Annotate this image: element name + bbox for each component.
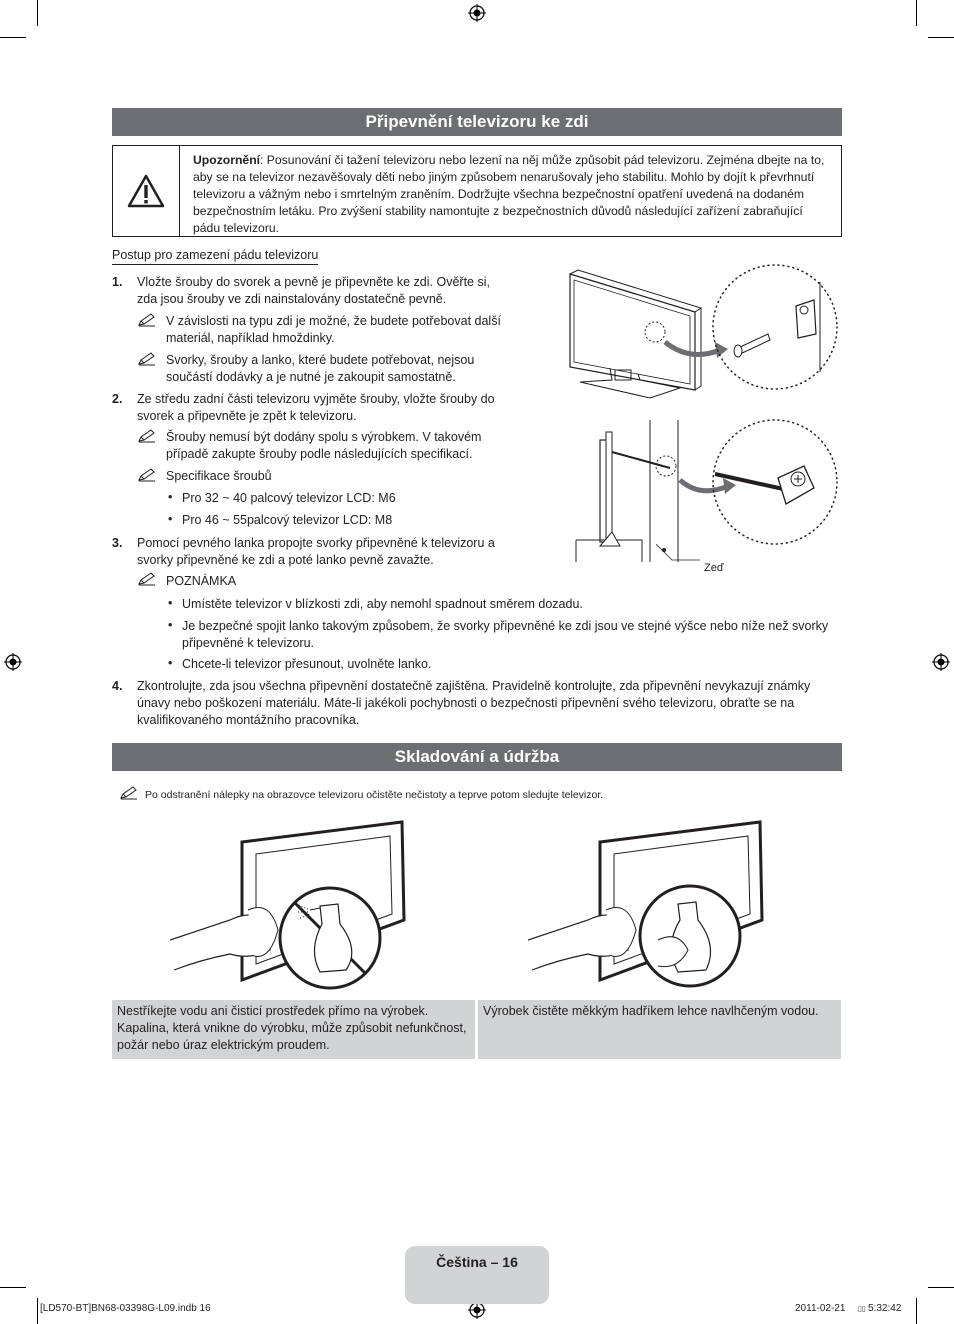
crop-mark — [37, 1298, 38, 1324]
warning-triangle-icon — [127, 174, 165, 208]
note-pencil-icon — [138, 352, 156, 366]
bullet-text: Pro 46 ~ 55palcový televizor LCD: M8 — [182, 513, 393, 527]
registration-mark-icon — [468, 4, 486, 22]
bullet-text: Je bezpečné spojit lanko takovým způsobem, že svorky připevněné ke zdi jsou ve stejné výšce nebo níže než svorky připevněné k televizoru. — [182, 619, 829, 650]
note-pencil-icon — [120, 786, 138, 800]
crop-mark — [37, 0, 38, 26]
crop-mark — [0, 1287, 26, 1288]
section-title-storage: Skladování a údržba — [112, 743, 842, 771]
slug-time: 5:32:42 — [868, 1303, 902, 1314]
caption-left: Nestříkejte vodu ani čisticí prostředek přímo na výrobek. Kapalina, která vnikne do výrobku, může způsobit nefunkčnost, požár nebo úraz elektrickým proudem. — [112, 1000, 475, 1059]
bullet-text: Umístěte televizor v blízkosti zdi, aby nemohl spadnout směrem dozadu. — [182, 597, 583, 611]
crop-mark — [928, 37, 954, 38]
note-pencil-icon — [138, 572, 156, 586]
bullet-dot: • — [168, 618, 173, 632]
step-text: Pomocí pevného lanka propojte svorky připevněné k televizoru a svorky připevněné ke zdi a poté lanko pevně zavažte. — [137, 536, 495, 567]
wall-label: Zeď — [704, 562, 724, 574]
tv-side-wall-illustration — [560, 412, 845, 572]
step-number: 4. — [112, 679, 123, 693]
page-number-tab: Čeština – 16 — [405, 1246, 549, 1304]
step-number: 3. — [112, 536, 123, 550]
registration-mark-icon — [4, 653, 22, 671]
slug-time-glyph: ▯▯ — [858, 1306, 866, 1313]
note-text: Svorky, šrouby a lanko, které budete potřebovat, nejsou součástí dodávky a je nutné je zakoupit samostatně. — [166, 353, 475, 384]
tv-back-bracket-illustration — [560, 262, 845, 412]
storage-note: Po odstranění nálepky na obrazovce televizoru očistěte nečistoty a teprve potom sledujte televizor. — [145, 789, 604, 801]
file-slug: [LD570-BT]BN68-03398G-L09.indb 16 — [40, 1303, 211, 1314]
crop-mark — [916, 1298, 917, 1324]
warning-box — [112, 145, 842, 237]
note-text: V závislosti na typu zdi je možné, že budete potřebovat další materiál, například hmoždinky. — [166, 314, 501, 345]
crop-mark — [916, 0, 917, 26]
note-pencil-icon — [138, 313, 156, 327]
registration-mark-icon — [932, 653, 950, 671]
warning-text — [193, 152, 833, 237]
slug-date: 2011-02-21 — [795, 1303, 846, 1314]
section-title-wall-mount: Připevnění televizoru ke zdi — [112, 108, 842, 136]
note-text: Šrouby nemusí být dodány spolu s výrobkem. V takovém případě zakupte šrouby podle následujících specifikací. — [166, 430, 482, 461]
warning-body: : Posunování či tažení televizoru nebo lezení na něj může způsobit pád televizoru. Zejména dbejte na to, aby se na televizor nezavěšovaly děti nebo jiným způsobem nenarušovaly jeho stabilitu. Mohlo by dojít k převrhnutí televizoru a vážným nebo i smrtelným zraněním. Dodržujte všechna bezpečnostní opatření uvedená na dodaném bezpečnostním letáku. Pro zvýšení stability namontujte z bezpečnostních důvodů následující zařízení zabraňující pádu televizoru. — [193, 153, 825, 235]
step-text: Ze středu zadní části televizoru vyjměte šrouby, vložte šrouby do svorek a připevněte je zpět k televizoru. — [137, 392, 495, 423]
step-text: Vložte šrouby do svorek a pevně je připevněte ke zdi. Ověřte si, zda jsou šrouby ve zdi nainstalovány dostatečně pevně. — [137, 275, 490, 306]
bullet-text: Chcete-li televizor přesunout, uvolněte lanko. — [182, 657, 432, 671]
note-pencil-icon — [138, 429, 156, 443]
cloth-cleaning-illustration — [528, 820, 768, 990]
step-number: 1. — [112, 275, 123, 289]
note-heading: POZNÁMKA — [166, 574, 237, 588]
warning-divider — [179, 146, 180, 236]
crop-mark — [928, 1287, 954, 1288]
caption-right: Výrobek čistěte měkkým hadříkem lehce navlhčeným vodou. — [478, 1000, 841, 1059]
step-number: 2. — [112, 392, 123, 406]
crop-mark — [0, 37, 26, 38]
bullet-dot: • — [168, 512, 173, 526]
subheading: Postup pro zamezení pádu televizoru — [112, 248, 318, 265]
bullet-text: Pro 32 ~ 40 palcový televizor LCD: M6 — [182, 491, 396, 505]
bullet-dot: • — [168, 656, 173, 670]
step-text: Zkontrolujte, zda jsou všechna připevnění dostatečně zajištěna. Pravidelně kontrolujte, zda připevnění nevykazují známky únavy nebo poškození materiálu. Máte-li jakékoli pochybnosti o bezpečnosti připevnění svého televizoru, obraťte se na kvalifikovaného montážního pracovníka. — [137, 679, 811, 727]
bullet-dot: • — [168, 490, 173, 504]
spray-prohibited-illustration — [170, 820, 410, 990]
warning-label: Upozornění — [193, 153, 261, 167]
note-text: Specifikace šroubů — [166, 469, 272, 483]
note-pencil-icon — [138, 468, 156, 482]
bullet-dot: • — [168, 596, 173, 610]
